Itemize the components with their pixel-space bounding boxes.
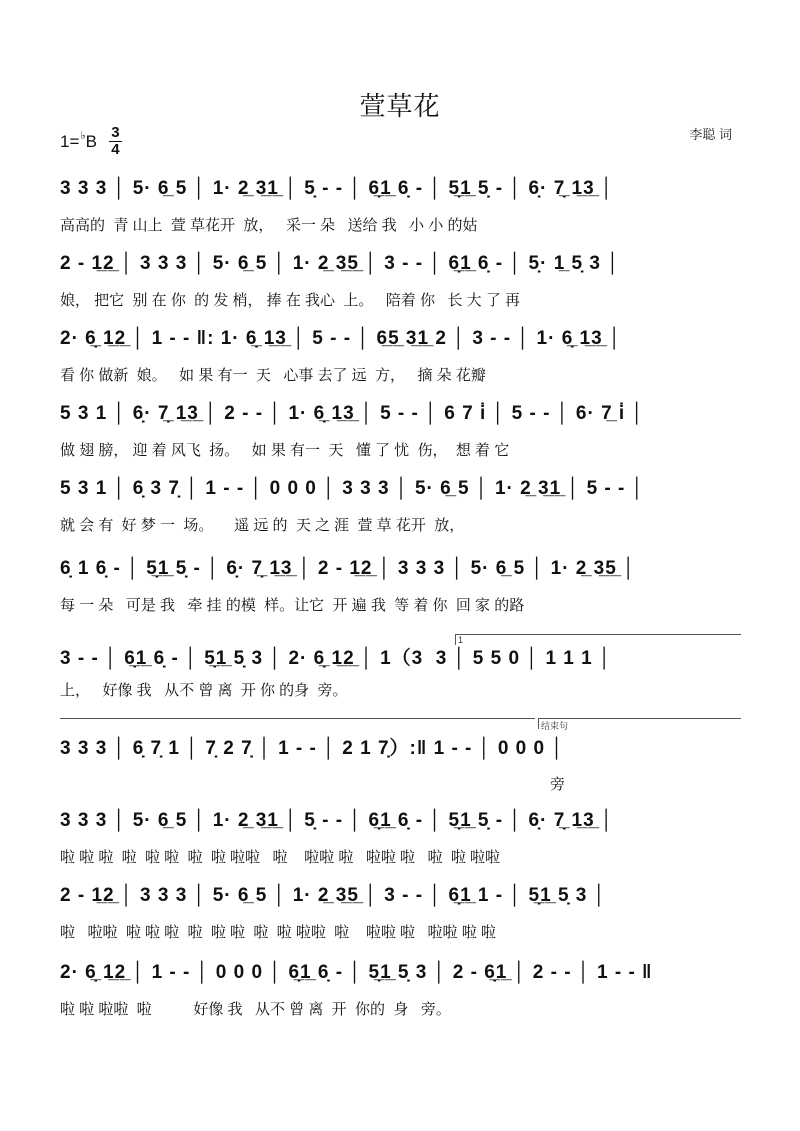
volta-bracket — [455, 634, 741, 645]
lyrics-line: 旁 — [550, 776, 566, 793]
notes-line: 2· 6̣̲ 1̲2̲ │ 1 - - ‖: 1· 6̣̲ 1̲3̲ │ 5 - - │ 6̲5̲ 3̲1̲ 2 │ 3 - - │ 1· 6̣̲ 1̲3̲ │ — [60, 328, 622, 349]
notes-line: 5 3 1 │ 6̣· 7̣̲ 1̲3̲ │ 2 - - │ 1· 6̣̲ 1̲3̲ │ 5 - - │ 6 7 i̇ │ 5 - - │ 6· 7̲ i̇ │ — [60, 403, 645, 424]
notes-line: 6̣ 1 6̣ - │ 5̣̲1̲ 5̣ - │ 6̣· 7̣̲ 1̲3̲ │ 2 - 1̲2̲ │ 3 3 3 │ 5· 6̲ 5 │ 1· 2̲ 3̲5̲ │ — [60, 558, 636, 579]
notes-line: 5 3 1 │ 6̣ 3 7̣ │ 1 - - │ 0 0 0 │ 3 3 3 │ 5· 6̲ 5 │ 1· 2̲ 3̲1̲ │ 5 - - │ — [60, 478, 645, 499]
song-title: 萱草花 — [359, 91, 441, 121]
notes-line: 3 3 3 │ 5· 6̲ 5 │ 1· 2̲ 3̲1̲ │ 5̣ - - │ 6̣̲1̲ 6̣ - │ 5̣̲1̲ 5̣ - │ 6̣· 7̣̲ 1̲3̲ │ — [60, 178, 614, 199]
notes-line: 3 3 3 │ 6̣ 7̣ 1 │ 7̣ 2 7̣ │ 1 - - │ 2 1 7̣）:‖ 1 - - │ 0 0 0 │ — [60, 738, 565, 759]
lyrics-line: 啦 啦 啦 啦 啦 啦 啦 啦 啦啦 啦 啦啦 啦 啦啦 啦 啦 啦 啦啦 — [60, 849, 501, 866]
key-prefix: 1= — [60, 131, 80, 151]
flat-icon: ♭ — [80, 130, 86, 142]
lyrics-line: 每 一 朵 可是 我 牵 挂 的模 样。让它 开 遍 我 等 着 你 回 家 的路 — [60, 597, 525, 614]
notes-line: 2 - 1̲2̲ │ 3 3 3 │ 5· 6̲ 5 │ 1· 2̲ 3̲5̲ │ 3 - - │ 6̣̲1̲ 6̣ - │ 5̣· 1̲ 5̣ 3 │ — [60, 253, 621, 274]
notes-line: 3 3 3 │ 5· 6̲ 5 │ 1· 2̲ 3̲1̲ │ 5̣ - - │ 6̣̲1̲ 6̣ - │ 5̣̲1̲ 5̣ - │ 6̣· 7̣̲ 1̲3̲ │ — [60, 810, 614, 831]
lyrics-line: 做 翅 膀， 迎 着 风飞 扬。 如 果 有一 天 懂 了 忧 伤， 想 着 它 — [60, 442, 510, 459]
volta-label: 1 — [458, 635, 464, 645]
lyrics-line: 啦 啦 啦啦 啦 好像 我 从不 曾 离 开 你的 身 旁。 — [60, 1001, 451, 1018]
lyrics-line: 啦 啦啦 啦 啦 啦 啦 啦 啦 啦 啦 啦啦 啦 啦啦 啦 啦啦 啦 啦 — [60, 924, 496, 941]
key-note: B — [85, 131, 97, 151]
lyricist-credit: 李聪 词 — [689, 127, 732, 142]
volta-bracket — [60, 718, 535, 729]
time-bottom: 4 — [111, 141, 120, 158]
notes-line: 2· 6̣̲ 1̲2̲ │ 1 - - │ 0 0 0 │ 6̣̲1̲ 6̣ - │ 5̣̲1̲ 5̣ 3 │ 2 - 6̣̲1̲ │ 2 - - │ 1 - - ‖ — [60, 962, 653, 983]
time-top: 3 — [111, 124, 120, 141]
key-signature — [60, 125, 122, 158]
notes-line: 2 - 1̲2̲ │ 3 3 3 │ 5· 6̲ 5 │ 1· 2̲ 3̲5̲ │ 3 - - │ 6̣̲1̲ 1 - │ 5̣̲1̲ 5̣ 3 │ — [60, 885, 607, 906]
lyrics-line: 看 你 做新 娘。 如 果 有一 天 心事 去了 远 方， 摘 朵 花瓣 — [60, 367, 486, 384]
volta-bracket — [538, 718, 741, 729]
lyrics-line: 就 会 有 好 梦 一 场。 遥 远 的 天 之 涯 萱 草 花开 放， — [60, 517, 465, 534]
notes-line: 3 - - │ 6̣̲1̲ 6̣ - │ 5̣̲1̲ 5̣ 3 │ 2· 6̣̲ 1̲2̲ │ 1（3 3 │ 5 5 0 │ 1 1 1 │ — [60, 648, 612, 669]
time-signature — [109, 125, 122, 158]
lyrics-line: 娘， 把它 别 在 你 的 发 梢， 捧 在 我心 上。 陪着 你 长 大 了 再 — [60, 292, 521, 309]
lyrics-line: 上， 好像 我 从不 曾 离 开 你 的身 旁。 — [60, 682, 348, 699]
lyrics-line: 高高的 青 山上 萱 草花开 放， 采一 朵 送给 我 小 小 的姑 — [60, 217, 478, 234]
volta-label: 结束句 — [541, 721, 569, 731]
